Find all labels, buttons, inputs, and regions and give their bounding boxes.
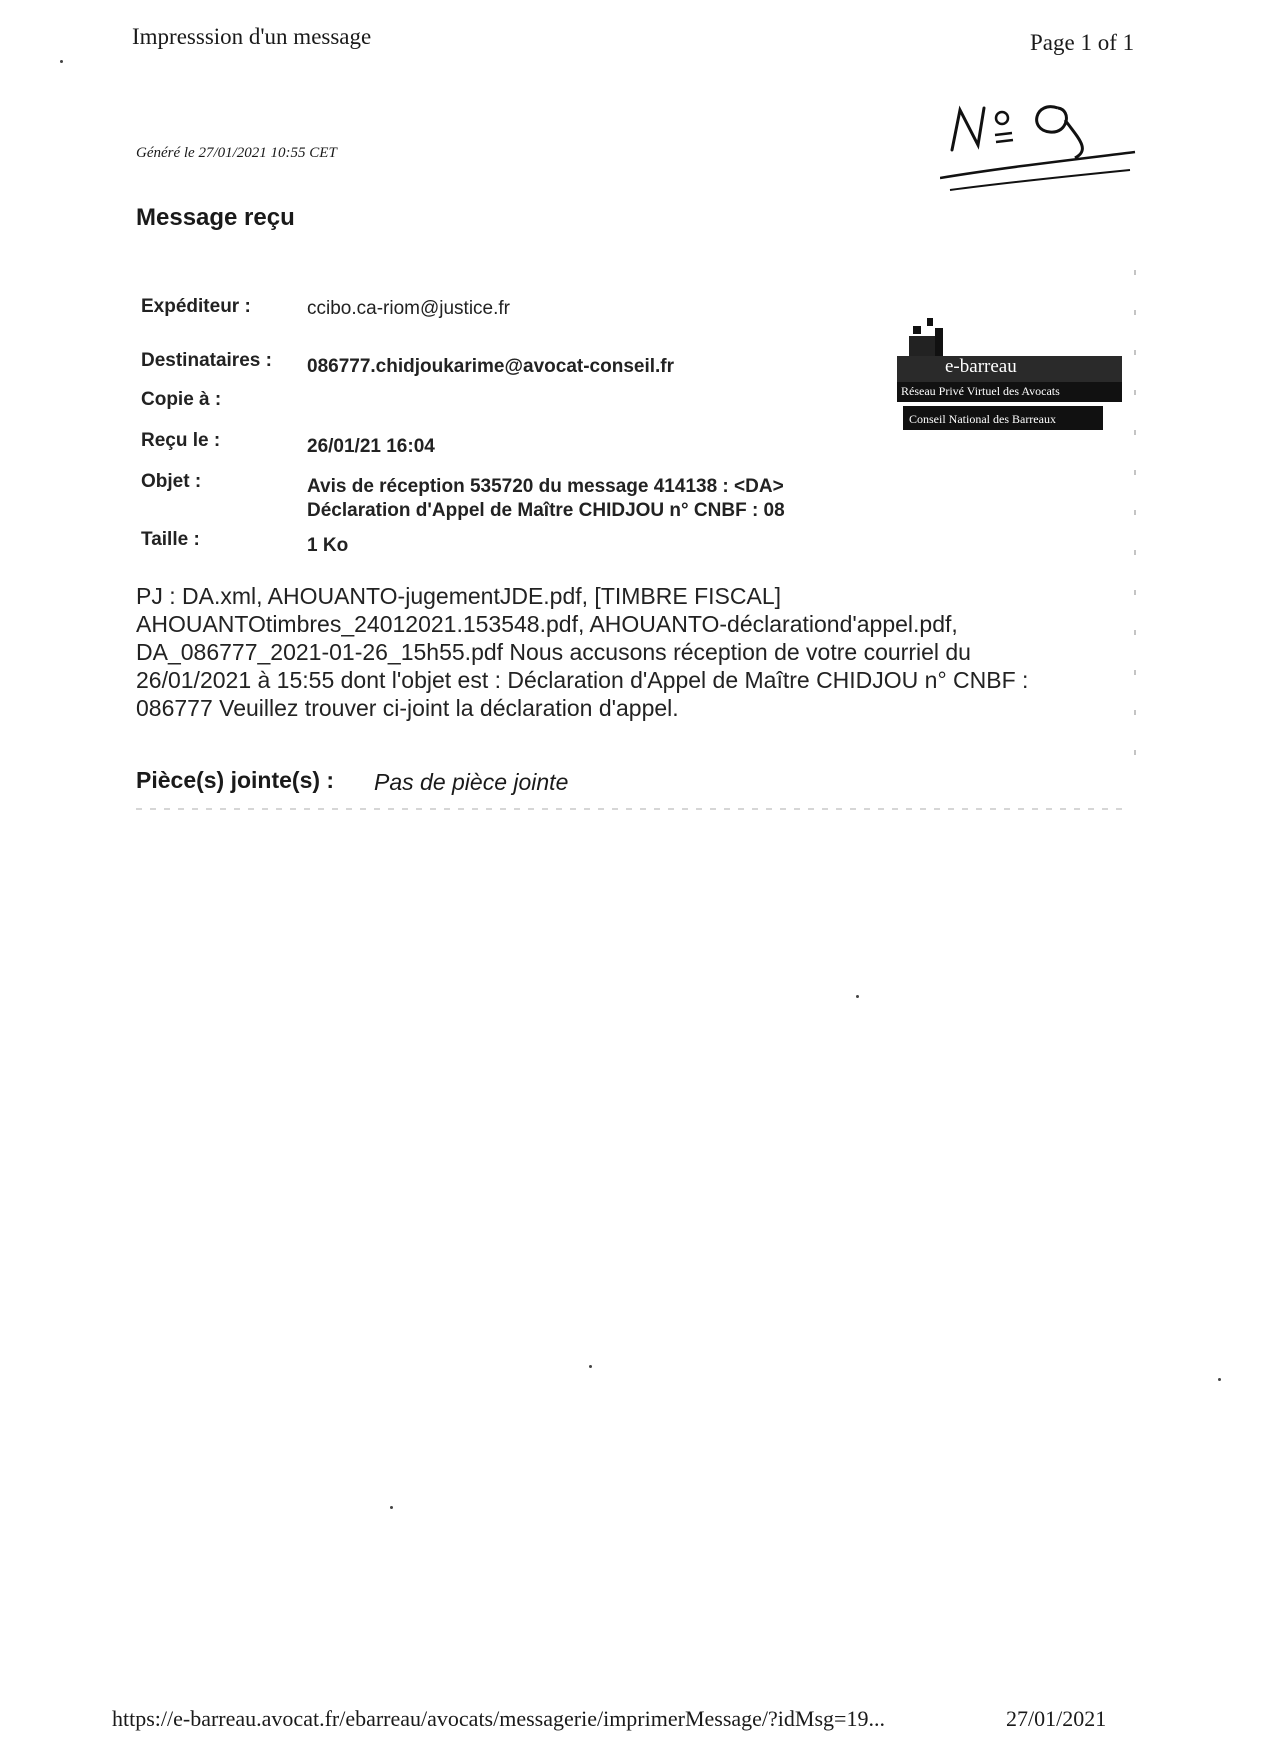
message-heading: Message reçu xyxy=(136,204,295,231)
footer-url: https://e-barreau.avocat.fr/ebarreau/avocats/messagerie/imprimerMessage/?idMsg=19... xyxy=(112,1706,885,1731)
body-line: AHOUANTOtimbres_24012021.153548.pdf, AHOUANTO-déclarationd'appel.pdf, xyxy=(136,611,958,637)
scan-speck xyxy=(1218,1378,1221,1381)
print-title: Impresssion d'un message xyxy=(132,24,372,49)
attachments-label: Pièce(s) jointe(s) : xyxy=(136,767,335,793)
footer-date: 27/01/2021 xyxy=(1006,1706,1107,1731)
scan-speck xyxy=(390,1506,393,1509)
attachments-value: Pas de pièce jointe xyxy=(374,769,569,795)
subject-value-line2: Déclaration d'Appel de Maître CHIDJOU n° CNBF : 08 xyxy=(307,500,785,521)
scan-speck xyxy=(60,60,63,63)
recipients-label: Destinataires : xyxy=(141,350,272,371)
scan-speck xyxy=(589,1365,592,1368)
message-body xyxy=(136,582,1116,722)
size-label: Taille : xyxy=(141,529,200,550)
size-value: 1 Ko xyxy=(307,535,349,556)
logo-council: Conseil National des Barreaux xyxy=(909,412,1056,426)
body-line: DA_086777_2021-01-26_15h55.pdf Nous accusons réception de votre courriel du xyxy=(136,639,971,665)
received-value: 26/01/21 16:04 xyxy=(307,436,435,457)
sender-label: Expéditeur : xyxy=(141,296,251,317)
body-line: PJ : DA.xml, AHOUANTO-jugementJDE.pdf, [TIMBRE FISCAL] xyxy=(136,583,782,609)
scan-speck xyxy=(856,995,859,998)
separator-line xyxy=(136,808,1126,810)
body-line: 26/01/2021 à 15:55 dont l'objet est : Déclaration d'Appel de Maître CHIDJOU n° CNBF : xyxy=(136,667,1029,693)
received-label: Reçu le : xyxy=(141,430,221,451)
sender-value: ccibo.ca-riom@justice.fr xyxy=(307,298,510,319)
body-line: 086777 Veuillez trouver ci-joint la déclaration d'appel. xyxy=(136,695,679,721)
subject-value-line1: Avis de réception 535720 du message 414138 : <DA> xyxy=(307,476,784,497)
recipients-value: 086777.chidjoukarime@avocat-conseil.fr xyxy=(307,356,675,377)
logo-network: Réseau Privé Virtuel des Avocats xyxy=(901,384,1060,398)
scan-edge-marks xyxy=(1134,270,1136,790)
logo-brand: e-barreau xyxy=(945,356,1017,377)
handwritten-number xyxy=(940,90,1140,200)
generated-timestamp: Généré le 27/01/2021 10:55 CET xyxy=(136,145,337,161)
ebarreau-logo xyxy=(895,318,1130,436)
subject-label: Objet : xyxy=(141,471,202,492)
page-number: Page 1 of 1 xyxy=(1030,30,1135,55)
cc-label: Copie à : xyxy=(141,389,222,410)
